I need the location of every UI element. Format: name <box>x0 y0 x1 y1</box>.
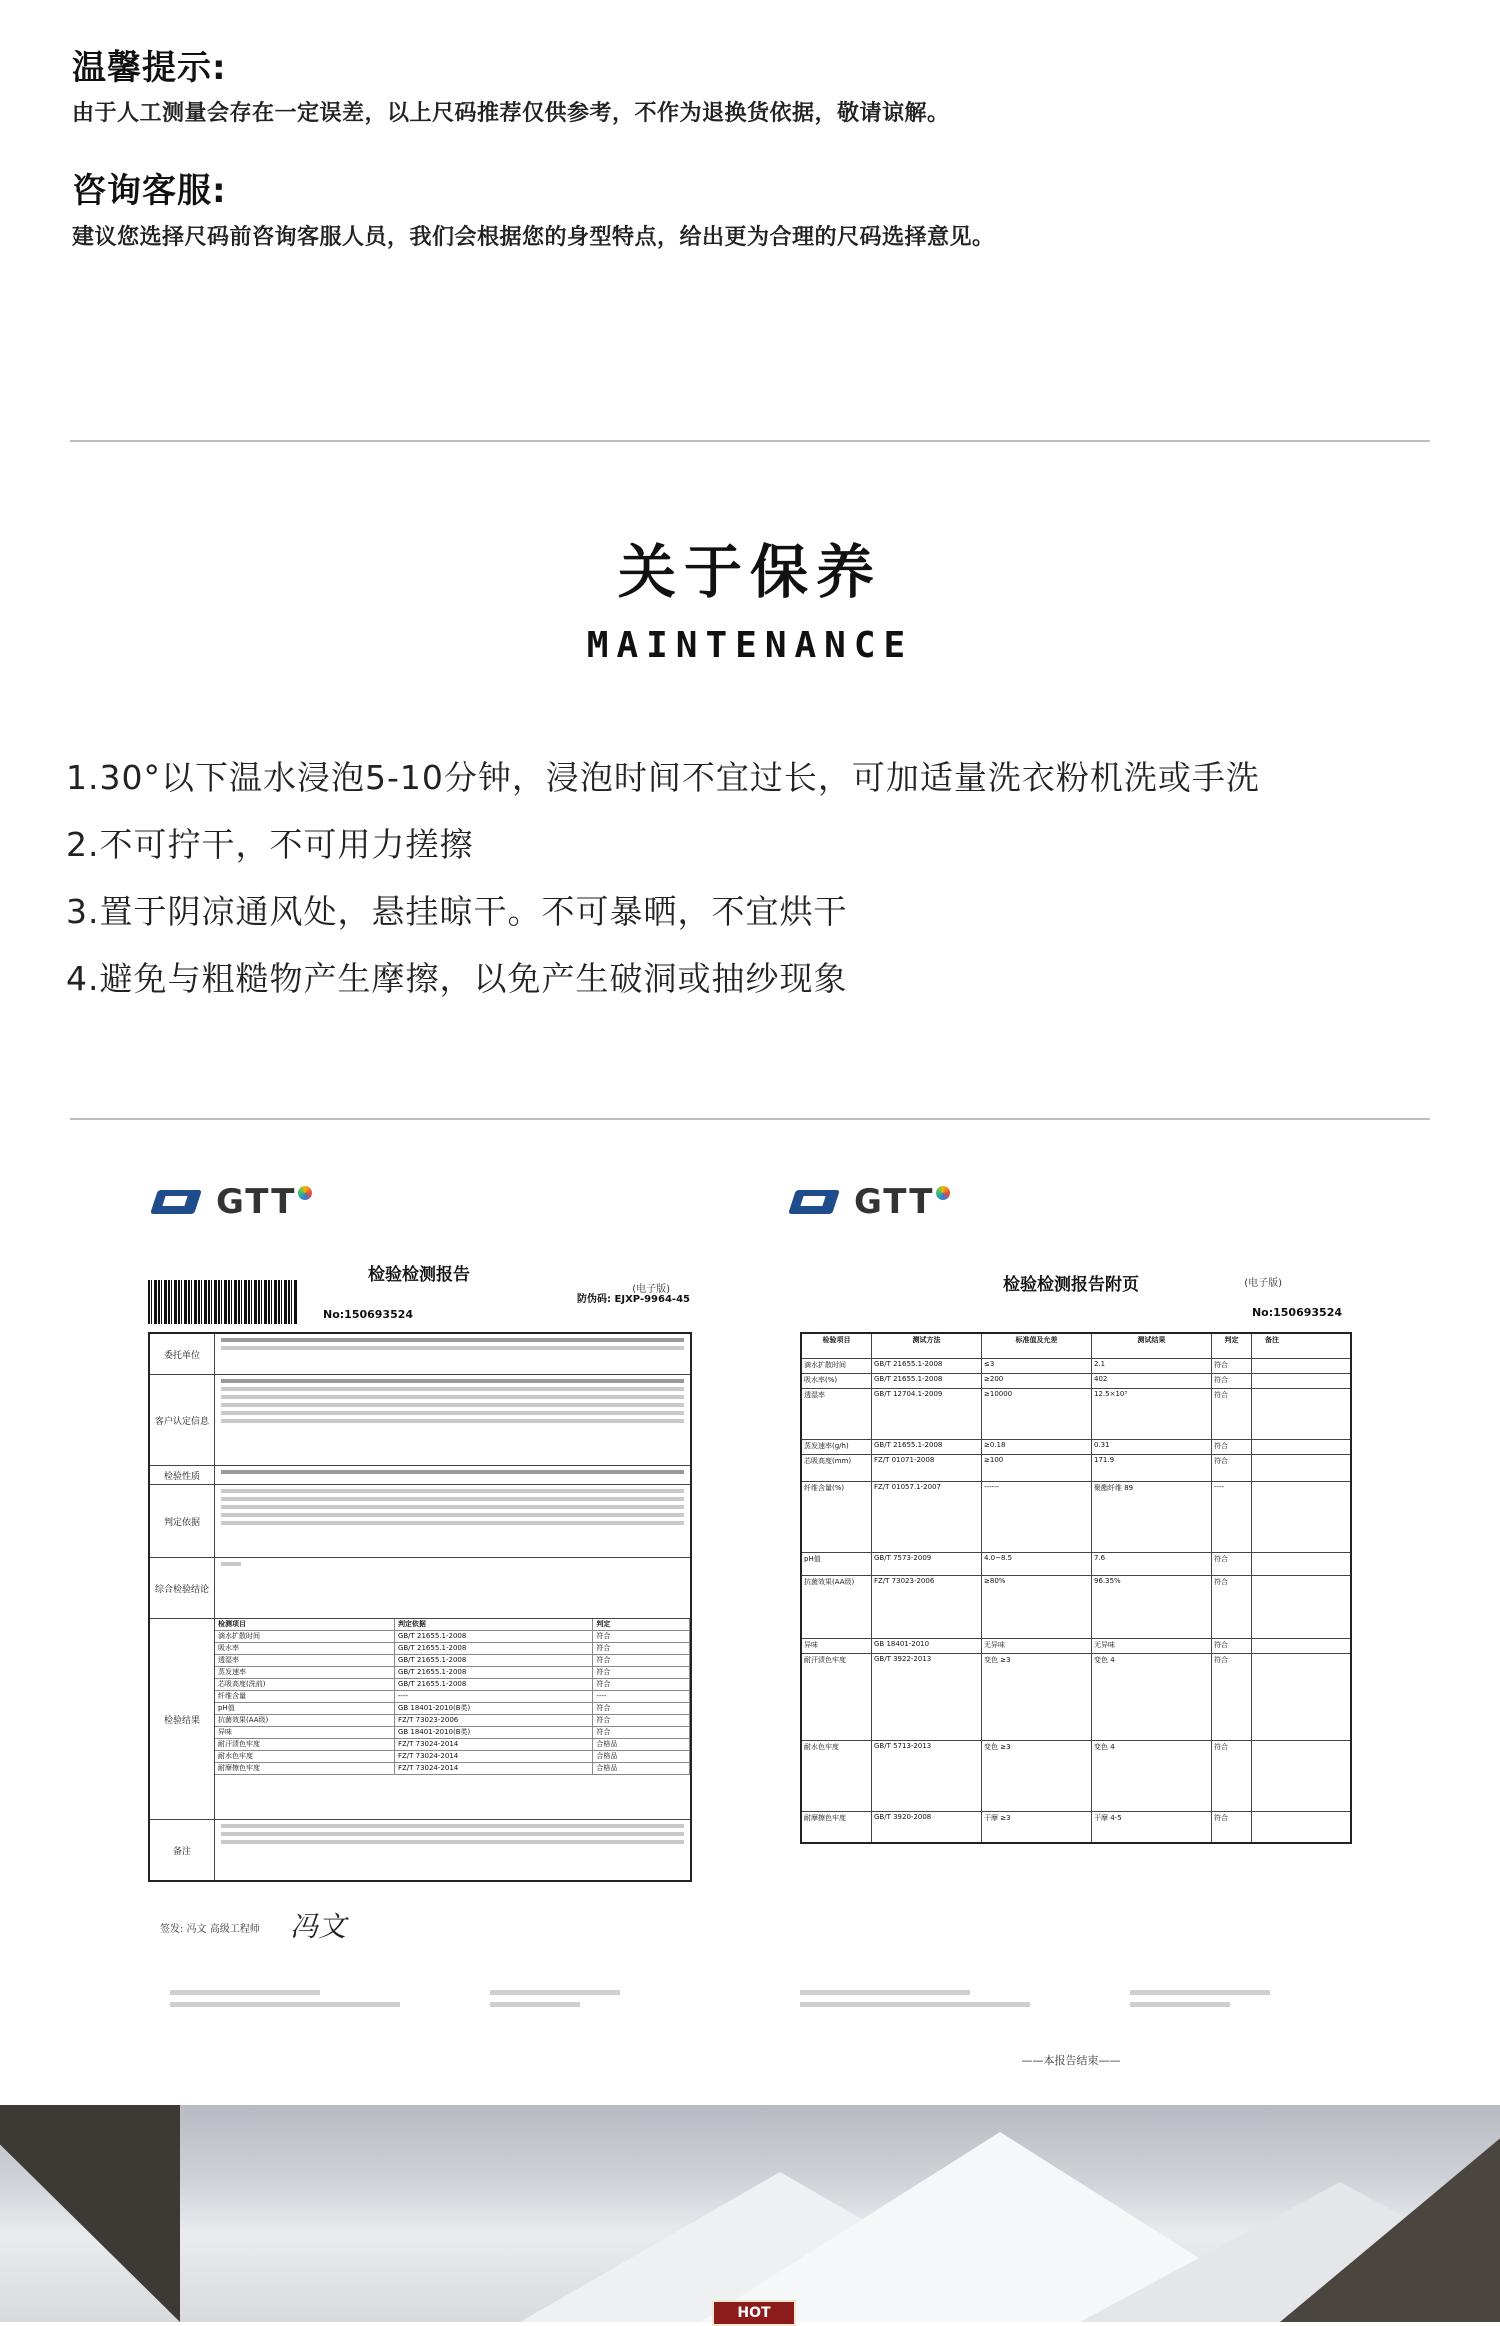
gtt-logo <box>788 1182 950 1222</box>
appendix-cell <box>1252 1553 1292 1575</box>
appendix-cell: GB/T 3920-2008 <box>872 1812 982 1842</box>
results-row <box>215 1691 690 1703</box>
report-title: 检验检测报告附页 <box>1003 1275 1139 1295</box>
gtt-logo <box>150 1182 312 1222</box>
results-cell: 符合 <box>593 1643 690 1654</box>
results-cell: 异味 <box>215 1727 395 1738</box>
appendix-cell: GB/T 21655.1-2008 <box>872 1440 982 1454</box>
appendix-cell: 4.0~8.5 <box>982 1553 1092 1575</box>
table-row <box>150 1334 690 1375</box>
appendix-cell: 变色 4 <box>1092 1741 1212 1811</box>
appendix-cell: 符合 <box>1212 1374 1252 1388</box>
appendix-cell: 干摩 ≥3 <box>982 1812 1092 1842</box>
results-cell: 判定 <box>593 1619 690 1630</box>
appendix-cell <box>1252 1576 1292 1638</box>
appendix-cell: 蒸发速率(g/h) <box>802 1440 872 1454</box>
results-cell: 滴水扩散时间 <box>215 1631 395 1642</box>
results-cell: 符合 <box>593 1679 690 1690</box>
appendix-cell: 符合 <box>1212 1741 1252 1811</box>
appendix-row <box>802 1359 1350 1374</box>
results-cell: 判定依据 <box>395 1619 593 1630</box>
appendix-cell: 测试结果 <box>1092 1334 1212 1358</box>
results-cell: GB/T 21655.1-2008 <box>395 1667 593 1678</box>
appendix-cell: 测试方法 <box>872 1334 982 1358</box>
appendix-row <box>802 1639 1350 1654</box>
certificate-right <box>710 1160 1350 2067</box>
appendix-cell: GB/T 5713-2013 <box>872 1741 982 1811</box>
gtt-mark-icon <box>788 1186 840 1218</box>
divider <box>70 440 1430 442</box>
results-cell: GB/T 21655.1-2008 <box>395 1631 593 1642</box>
appendix-cell: 耐汗渍色牢度 <box>802 1654 872 1740</box>
results-cell: 蒸发速率 <box>215 1667 395 1678</box>
appendix-cell: GB/T 21655.1-2008 <box>872 1374 982 1388</box>
results-cell: 吸水率 <box>215 1643 395 1654</box>
appendix-table <box>800 1332 1352 1844</box>
care-item: 4.避免与粗糙物产生摩擦，以免产生破洞或抽纱现象 <box>66 959 848 998</box>
row-label: 委托单位 <box>150 1334 215 1374</box>
results-row <box>215 1763 690 1775</box>
signature-label: 签发: 冯文 高级工程师 <box>160 1924 260 1935</box>
appendix-cell: 滴水扩散时间 <box>802 1359 872 1373</box>
appendix-row <box>802 1741 1350 1812</box>
results-cell: FZ/T 73023-2006 <box>395 1715 593 1726</box>
results-cell: 符合 <box>593 1727 690 1738</box>
appendix-cell: 无异味 <box>982 1639 1092 1653</box>
appendix-cell: FZ/T 01057.1-2007 <box>872 1482 982 1552</box>
results-row <box>215 1739 690 1751</box>
results-cell: GB/T 21655.1-2008 <box>395 1643 593 1654</box>
appendix-cell: FZ/T 73023-2006 <box>872 1576 982 1638</box>
appendix-cell: 抗菌效果(AA级) <box>802 1576 872 1638</box>
appendix-cell: 171.9 <box>1092 1455 1212 1481</box>
maintenance-title: 关于保养 <box>617 538 882 606</box>
appendix-cell <box>1252 1741 1292 1811</box>
results-row <box>215 1679 690 1691</box>
results-cell: pH值 <box>215 1703 395 1714</box>
results-cell: GB/T 21655.1-2008 <box>395 1655 593 1666</box>
barcode-icon <box>148 1280 298 1324</box>
appendix-cell: GB/T 21655.1-2008 <box>872 1359 982 1373</box>
results-cell: 透湿率 <box>215 1655 395 1666</box>
appendix-cell: 判定 <box>1212 1334 1252 1358</box>
appendix-cell: ------ <box>982 1482 1092 1552</box>
table-row <box>150 1619 690 1820</box>
table-row <box>150 1558 690 1619</box>
appendix-cell: 检验项目 <box>802 1334 872 1358</box>
divider <box>70 1118 1430 1120</box>
row-label: 判定依据 <box>150 1485 215 1557</box>
appendix-cell: 2.1 <box>1092 1359 1212 1373</box>
appendix-cell: 耐水色牢度 <box>802 1741 872 1811</box>
appendix-cell <box>1252 1389 1292 1439</box>
logo-dot-icon <box>936 1186 950 1200</box>
appendix-cell: GB/T 7573-2009 <box>872 1553 982 1575</box>
results-cell: 合格品 <box>593 1763 690 1774</box>
appendix-cell: 符合 <box>1212 1359 1252 1373</box>
results-cell: 符合 <box>593 1703 690 1714</box>
results-cell: FZ/T 73024-2014 <box>395 1763 593 1774</box>
appendix-cell <box>1252 1654 1292 1740</box>
gtt-mark-icon <box>150 1186 202 1218</box>
appendix-row <box>802 1654 1350 1741</box>
appendix-cell: GB/T 3922-2013 <box>872 1654 982 1740</box>
results-cell: GB/T 21655.1-2008 <box>395 1679 593 1690</box>
appendix-cell: 标准值及允差 <box>982 1334 1092 1358</box>
results-row <box>215 1643 690 1655</box>
appendix-cell: 变色 4 <box>1092 1654 1212 1740</box>
results-cell: 符合 <box>593 1715 690 1726</box>
appendix-cell: 符合 <box>1212 1455 1252 1481</box>
row-label: 综合检验结论 <box>150 1558 215 1618</box>
row-label: 备注 <box>150 1820 215 1880</box>
anti-fake-code: 防伪码: EJXP-9964-45 <box>577 1294 690 1305</box>
results-cell: 合格品 <box>593 1739 690 1750</box>
results-table <box>215 1619 690 1819</box>
appendix-cell: 吸水率(%) <box>802 1374 872 1388</box>
hot-badge: HOT <box>712 2300 796 2326</box>
appendix-cell: 干摩 4-5 <box>1092 1812 1212 1842</box>
appendix-cell <box>1252 1440 1292 1454</box>
report-subtitle: (电子版) <box>1244 1278 1282 1289</box>
table-row <box>150 1466 690 1485</box>
appendix-cell <box>1252 1482 1292 1552</box>
mountain-photo <box>0 2105 1500 2322</box>
appendix-cell: 7.6 <box>1092 1553 1212 1575</box>
results-cell: 符合 <box>593 1667 690 1678</box>
results-cell: 检测项目 <box>215 1619 395 1630</box>
results-cell: 纤维含量 <box>215 1691 395 1702</box>
appendix-row <box>802 1374 1350 1389</box>
tips-text-reminder: 由于人工测量会存在一定误差，以上尺码推荐仅供参考，不作为退换货依据，敬请谅解。 <box>72 101 950 126</box>
report-right <box>800 1260 1342 2067</box>
maintenance-subtitle: MAINTENANCE <box>586 625 914 666</box>
care-item: 1.30°以下温水浸泡5-10分钟，浸泡时间不宜过长，可加适量洗衣粉机洗或手洗 <box>66 758 1260 797</box>
appendix-cell: 变色 ≥3 <box>982 1741 1092 1811</box>
row-label: 检验结果 <box>150 1619 215 1819</box>
appendix-cell: 聚酯纤维 89 <box>1092 1482 1212 1552</box>
appendix-cell: GB/T 12704.1-2009 <box>872 1389 982 1439</box>
appendix-cell: ---- <box>1212 1482 1252 1552</box>
appendix-cell <box>1252 1812 1292 1842</box>
appendix-cell <box>1252 1639 1292 1653</box>
appendix-row <box>802 1576 1350 1639</box>
report-end-mark: ——本报告结束—— <box>1021 2054 1121 2067</box>
table-row <box>150 1375 690 1466</box>
appendix-cell: 96.35% <box>1092 1576 1212 1638</box>
appendix-cell: 符合 <box>1212 1553 1252 1575</box>
appendix-cell: 无异味 <box>1092 1639 1212 1653</box>
appendix-cell: 符合 <box>1212 1654 1252 1740</box>
results-cell: 芯吸高度(洗前) <box>215 1679 395 1690</box>
results-cell: 耐汗渍色牢度 <box>215 1739 395 1750</box>
appendix-row <box>802 1482 1350 1553</box>
report-left <box>148 1260 690 1910</box>
appendix-row <box>802 1440 1350 1455</box>
row-label: 客户认定信息 <box>150 1375 215 1465</box>
signature: 冯文 <box>290 1910 347 1943</box>
appendix-cell: 符合 <box>1212 1389 1252 1439</box>
certificate-left <box>70 1160 710 2050</box>
appendix-cell: ≥0.18 <box>982 1440 1092 1454</box>
appendix-cell: 符合 <box>1212 1639 1252 1653</box>
appendix-cell: 芯吸高度(mm) <box>802 1455 872 1481</box>
appendix-cell: 0.31 <box>1092 1440 1212 1454</box>
row-label: 检验性质 <box>150 1466 215 1484</box>
appendix-row <box>802 1812 1350 1842</box>
tips-title-service: 咨询客服: <box>72 171 227 211</box>
report-number: No:150693524 <box>1251 1306 1342 1319</box>
appendix-cell: FZ/T 01071-2008 <box>872 1455 982 1481</box>
appendix-cell: 透湿率 <box>802 1389 872 1439</box>
appendix-row <box>802 1553 1350 1576</box>
table-row <box>150 1820 690 1880</box>
results-row <box>215 1751 690 1763</box>
report-table <box>148 1332 692 1882</box>
appendix-header-row <box>802 1334 1350 1359</box>
results-row <box>215 1727 690 1739</box>
tips-title-reminder: 温馨提示: <box>72 48 227 88</box>
results-cell: ---- <box>395 1691 593 1702</box>
appendix-cell: 符合 <box>1212 1440 1252 1454</box>
appendix-cell: 耐摩擦色牢度 <box>802 1812 872 1842</box>
results-cell: ---- <box>593 1691 690 1702</box>
results-row <box>215 1667 690 1679</box>
appendix-cell: 12.5×10³ <box>1092 1389 1212 1439</box>
appendix-cell <box>1252 1374 1292 1388</box>
report-title: 检验检测报告 <box>368 1265 470 1285</box>
results-header-row <box>215 1619 690 1631</box>
appendix-cell: 变色 ≥3 <box>982 1654 1092 1740</box>
results-row <box>215 1631 690 1643</box>
appendix-cell: ≥200 <box>982 1374 1092 1388</box>
appendix-cell: GB 18401-2010 <box>872 1639 982 1653</box>
results-cell: 符合 <box>593 1631 690 1642</box>
results-cell: FZ/T 73024-2014 <box>395 1739 593 1750</box>
table-row <box>150 1485 690 1558</box>
results-row <box>215 1715 690 1727</box>
appendix-cell: 402 <box>1092 1374 1212 1388</box>
report-subtitle: (电子版) <box>632 1284 670 1295</box>
results-cell: 耐摩擦色牢度 <box>215 1763 395 1774</box>
results-cell: 合格品 <box>593 1751 690 1762</box>
appendix-cell: 异味 <box>802 1639 872 1653</box>
appendix-cell: 符合 <box>1212 1576 1252 1638</box>
tips-text-service: 建议您选择尺码前咨询客服人员，我们会根据您的身型特点，给出更为合理的尺码选择意见。 <box>72 225 995 250</box>
logo-dot-icon <box>298 1186 312 1200</box>
results-cell: GB 18401-2010(B类) <box>395 1727 593 1738</box>
appendix-cell: 纤维含量(%) <box>802 1482 872 1552</box>
logo-text: GTT <box>854 1182 935 1222</box>
results-cell: GB 18401-2010(B类) <box>395 1703 593 1714</box>
care-item: 3.置于阴凉通风处，悬挂晾干。不可暴晒，不宜烘干 <box>66 892 848 931</box>
appendix-row <box>802 1389 1350 1440</box>
appendix-cell: 备注 <box>1265 1336 1279 1344</box>
appendix-cell: pH值 <box>802 1553 872 1575</box>
results-cell: 抗菌效果(AA级) <box>215 1715 395 1726</box>
appendix-cell <box>1252 1455 1292 1481</box>
appendix-cell: ≤3 <box>982 1359 1092 1373</box>
results-cell: FZ/T 73024-2014 <box>395 1751 593 1762</box>
results-row <box>215 1655 690 1667</box>
appendix-cell: ≥80% <box>982 1576 1092 1638</box>
results-row <box>215 1703 690 1715</box>
results-cell: 耐水色牢度 <box>215 1751 395 1762</box>
appendix-cell <box>1252 1359 1292 1373</box>
results-cell: 符合 <box>593 1655 690 1666</box>
report-number: No:150693524 <box>323 1308 414 1321</box>
appendix-cell: 符合 <box>1212 1812 1252 1842</box>
appendix-cell: ≥100 <box>982 1455 1092 1481</box>
appendix-row <box>802 1455 1350 1482</box>
logo-text: GTT <box>216 1182 297 1222</box>
care-item: 2.不可拧干，不可用力搓擦 <box>66 825 474 864</box>
appendix-cell: ≥10000 <box>982 1389 1092 1439</box>
